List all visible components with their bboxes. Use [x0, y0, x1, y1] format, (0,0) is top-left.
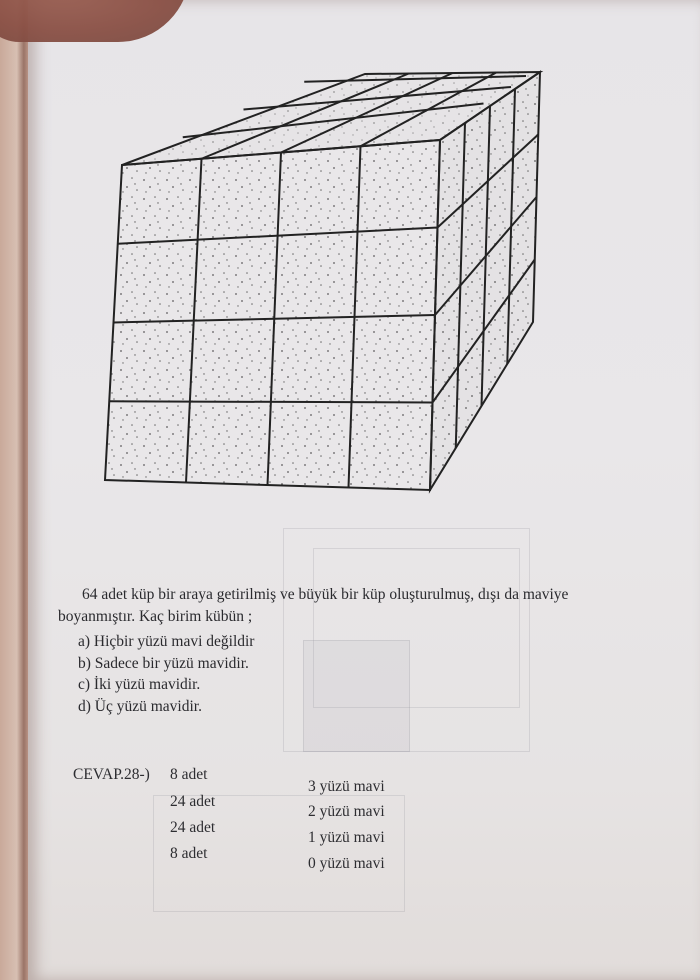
- question-text-line2: boyanmıştır. Kaç birim kübün ;: [58, 608, 253, 625]
- answer-count: 24 adet: [170, 819, 216, 836]
- answer-row: [170, 819, 470, 846]
- question-text-line1: 64 adet küp bir araya getirilmiş ve büyük bir küp oluşturulmuş, dışı da maviye: [82, 586, 569, 603]
- answer-row: [170, 766, 470, 795]
- answer-label: CEVAP.28-): [73, 766, 150, 783]
- front-face: [105, 140, 440, 490]
- cube-figure: [95, 62, 635, 502]
- answer-row: [170, 793, 470, 820]
- answer-desc: 0 yüzü mavi: [308, 855, 385, 872]
- option-c: c) İki yüzü mavidir.: [78, 676, 201, 693]
- answer-desc: 1 yüzü mavi: [308, 829, 385, 846]
- book-spine-edge: [0, 0, 28, 980]
- option-a: a) Hiçbir yüzü mavi değildir: [78, 633, 255, 650]
- question-block: [58, 584, 668, 717]
- option-b: b) Sadece bir yüzü mavidir.: [78, 654, 249, 672]
- answer-desc: 2 yüzü mavi: [308, 803, 385, 820]
- answer-count: 8 adet: [170, 766, 208, 783]
- answer-desc: 3 yüzü mavi: [308, 778, 385, 795]
- answer-count: 8 adet: [170, 845, 208, 862]
- options-list: [78, 631, 668, 717]
- answer-count: 24 adet: [170, 793, 216, 810]
- answer-row: [170, 845, 470, 872]
- option-d: d) Üç yüzü mavidir.: [78, 697, 202, 715]
